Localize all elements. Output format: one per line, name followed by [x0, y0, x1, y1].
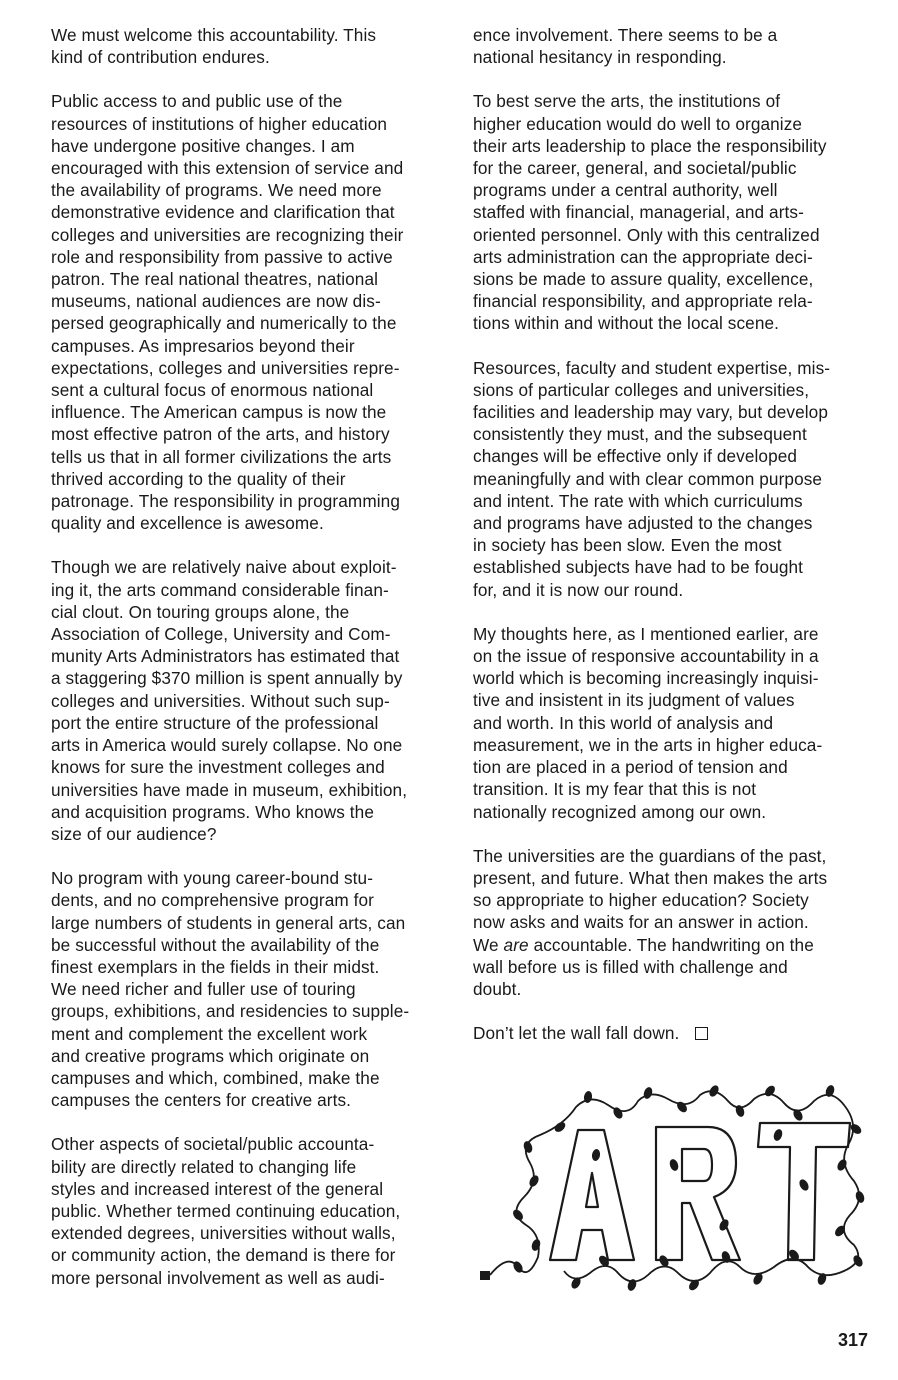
text-line: patronage. The responsibility in programming [51, 491, 400, 512]
text-line: styles and increased interest of the general [51, 1178, 384, 1199]
bulb-icon [642, 1086, 654, 1100]
letter-t-outline [758, 1123, 850, 1260]
text-line: ence involvement. There seems to be a [473, 25, 778, 45]
text-line: kind of contribution endures. [51, 47, 270, 68]
text-line: museums, national audiences are now dis- [51, 291, 381, 312]
left-paragraph-5 [51, 1133, 451, 1288]
text-line: doubt. [473, 978, 522, 999]
text-line: campuses the centers for creative arts. [51, 1090, 352, 1111]
page-number: 317 [837, 1330, 868, 1350]
text-line: Association of College, University and Com- [51, 624, 391, 645]
text-line: munity Arts Administrators has estimated that [51, 646, 400, 667]
text-line: established subjects have had to be fought [473, 557, 804, 578]
text-line: transition. It is my fear that this is not [473, 779, 757, 800]
text-line: universities have made in museum, exhibition, [51, 779, 408, 800]
left-paragraph-3 [51, 556, 451, 845]
bulb-icon [591, 1148, 601, 1161]
right-paragraph-2 [473, 90, 875, 334]
text-line: a staggering $370 million is spent annually by [51, 668, 403, 689]
text-line: most effective patron of the arts, and history [51, 424, 390, 445]
text-line: staffed with financial, managerial, and arts- [473, 202, 804, 223]
text-line: The universities are the guardians of the past, [473, 845, 827, 866]
text-line-with-emphasis [473, 934, 875, 956]
text-line: so appropriate to higher education? Society [473, 890, 809, 911]
text-line: measurement, we in the arts in higher educa- [473, 734, 823, 755]
text-line: tells us that in all former civilizations the arts [51, 446, 392, 467]
text-line: or community action, the demand is there for [51, 1245, 396, 1266]
text-line: knows for sure the investment colleges and [51, 757, 385, 778]
text-line: and programs have adjusted to the changes [473, 513, 813, 534]
text-line: size of our audience? [51, 823, 217, 844]
text-line: national hesitancy in responding. [473, 47, 727, 68]
text-line: programs under a central authority, well [473, 180, 778, 201]
text-line: arts in America would surely collapse. No one [51, 735, 403, 756]
closing-line [473, 1022, 708, 1044]
text-line: have undergone positive changes. I am [51, 135, 355, 156]
text-line: now asks and waits for an answer in action. [473, 912, 809, 933]
text-line: We must welcome this accountability. This [51, 25, 377, 45]
text-line: tion are placed in a period of tension and [473, 757, 788, 778]
text-line: in society has been slow. Even the most [473, 535, 782, 556]
text-line: To best serve the arts, the institutions of [473, 91, 781, 112]
text-line: We need richer and fuller use of touring [51, 979, 356, 1000]
text-line: dents, and no comprehensive program for [51, 890, 375, 911]
bulb-icon [528, 1174, 541, 1188]
text-line: Though we are relatively naive about exploit- [51, 557, 397, 578]
left-column [51, 24, 451, 1311]
text-line: quality and excellence is awesome. [51, 513, 324, 534]
text-line: expectations, colleges and universities repre- [51, 357, 400, 378]
text-line: their arts leadership to place the responsibility [473, 135, 827, 156]
text-line: groups, exhibitions, and residencies to supple- [51, 1001, 410, 1022]
text-line: public. Whether termed continuing education, [51, 1200, 401, 1221]
bulb-icon [511, 1208, 525, 1222]
text-segment: We [473, 934, 504, 955]
text-line: wall before us is filled with challenge and [473, 956, 788, 977]
text-line: tions within and without the local scene. [473, 313, 780, 334]
text-line: on the issue of responsive accountability in a [473, 646, 819, 667]
text-line: present, and future. What then makes the arts [473, 867, 828, 888]
text-segment: accountable. The handwriting on the [528, 934, 814, 955]
text-line: influence. The American campus is now the [51, 402, 387, 423]
letter-a-counter [586, 1173, 598, 1207]
text-line: sions be made to assure quality, excellence, [473, 269, 814, 290]
text-line: ing it, the arts command considerable finan- [51, 579, 389, 600]
text-line: patron. The real national theatres, national [51, 269, 379, 290]
right-paragraph-4 [473, 623, 875, 823]
text-line: thrived according to the quality of their [51, 468, 346, 489]
text-line: higher education would do well to organize [473, 113, 803, 134]
end-mark-square-icon [695, 1027, 708, 1040]
text-line: and intent. The rate with which curriculums [473, 490, 803, 511]
text-line: tive and insistent in its judgment of values [473, 690, 795, 711]
right-paragraph-3 [473, 357, 875, 601]
text-line: Public access to and public use of the [51, 91, 343, 112]
text-line: My thoughts here, as I mentioned earlier, are [473, 623, 819, 644]
text-line: financial responsibility, and appropriate rela- [473, 291, 813, 312]
emphasized-word: are [503, 934, 529, 955]
text-line: and creative programs which originate on [51, 1045, 370, 1066]
text-line: ment and complement the excellent work [51, 1023, 368, 1044]
left-paragraph-4 [51, 867, 451, 1111]
text-line: campuses. As impresarios beyond their [51, 335, 355, 356]
text-line: meaningfully and with clear common purpose [473, 468, 823, 489]
text-line: role and responsibility from passive to active [51, 246, 393, 267]
bulb-icon [772, 1128, 784, 1142]
text-line: persed geographically and numerically to the [51, 313, 397, 334]
bulb-icon [798, 1178, 811, 1192]
plug-icon [480, 1271, 490, 1280]
text-line: more personal involvement as well as audi- [51, 1267, 385, 1288]
text-line: and acquisition programs. Who knows the [51, 801, 374, 822]
bulb-icon [675, 1100, 689, 1114]
text-line: port the entire structure of the professional [51, 712, 379, 733]
bulb-icon [854, 1190, 866, 1204]
text-line: consistently they must, and the subsequent [473, 424, 807, 445]
text-line: sions of particular colleges and universities, [473, 379, 810, 400]
letter-r-counter [682, 1149, 712, 1181]
text-line: resources of institutions of higher education [51, 113, 388, 134]
text-line: changes will be effective only if developed [473, 446, 798, 467]
bulb-icon [530, 1238, 542, 1252]
art-string-lights-illustration [478, 1085, 866, 1295]
text-line: oriented personnel. Only with this centralized [473, 224, 820, 245]
text-line: No program with young career-bound stu- [51, 868, 374, 889]
text-line: facilities and leadership may vary, but develop [473, 402, 829, 423]
letter-r-outline [656, 1127, 740, 1260]
text-line: demonstrative evidence and clarification that [51, 202, 395, 223]
text-line: be successful without the availability of the [51, 934, 380, 955]
bulb-icon [522, 1140, 534, 1154]
text-line: finest exemplars in the fields in their midst. [51, 956, 380, 977]
text-line: bility are directly related to changing life [51, 1156, 357, 1177]
text-line: Other aspects of societal/public accounta- [51, 1134, 375, 1155]
right-column [473, 24, 875, 1066]
text-line: and worth. In this world of analysis and [473, 712, 774, 733]
closing-text: Don’t let the wall fall down. [473, 1023, 680, 1044]
text-line: Resources, faculty and student expertise, mis- [473, 357, 831, 378]
text-line: colleges and universities. Without such sup- [51, 690, 390, 711]
right-paragraph-1 [473, 24, 875, 68]
right-paragraph-5 [473, 845, 875, 1000]
text-line: large numbers of students in general arts, can [51, 912, 406, 933]
left-paragraph-1 [51, 24, 451, 68]
text-line: campuses and which, combined, make the [51, 1067, 380, 1088]
text-line: cial clout. On touring groups alone, the [51, 601, 350, 622]
letter-a-outline [550, 1130, 634, 1260]
text-line: world which is becoming increasingly inquisi- [473, 668, 819, 689]
left-paragraph-2 [51, 90, 451, 534]
text-line: encouraged with this extension of service and [51, 158, 404, 179]
text-line: arts administration can the appropriate deci- [473, 246, 813, 267]
text-line: extended degrees, universities without walls, [51, 1223, 396, 1244]
text-line: sent a cultural focus of enormous national [51, 380, 374, 401]
text-line: the availability of programs. We need more [51, 180, 382, 201]
text-line: for the career, general, and societal/public [473, 158, 797, 179]
text-line: colleges and universities are recognizing their [51, 224, 404, 245]
text-line: nationally recognized among our own. [473, 801, 767, 822]
text-line: for, and it is now our round. [473, 579, 684, 600]
bulb-icon [668, 1158, 680, 1172]
